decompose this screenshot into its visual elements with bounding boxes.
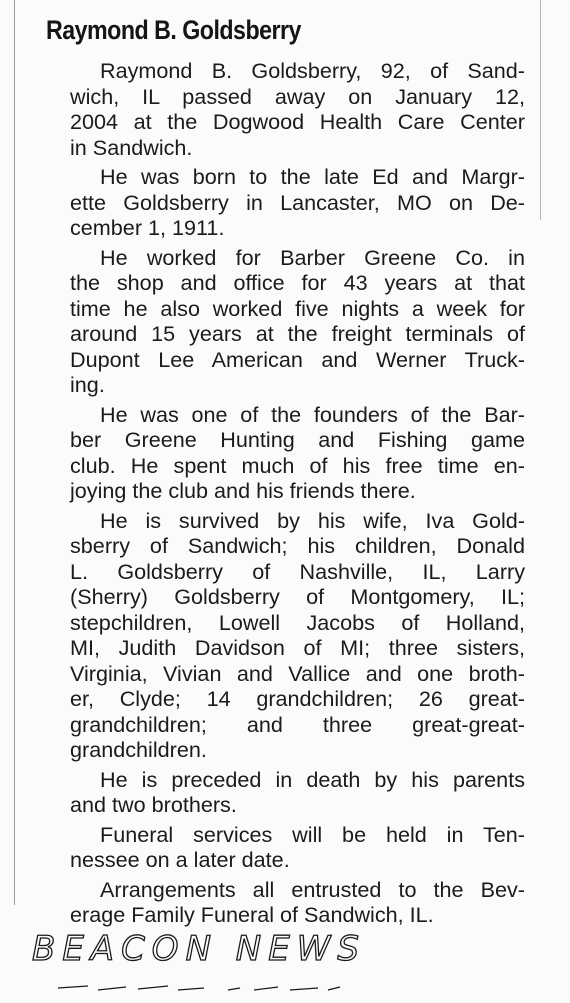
obituary-line: He worked for Barber Greene Co. in	[100, 244, 525, 270]
obituary-line: time he also worked five nights a week for	[70, 295, 525, 321]
obituary-line: He was born to the late Ed and Margr-	[100, 164, 525, 189]
obituary-line: MI, Judith Davidson of MI; three sisters,	[70, 635, 525, 660]
obituary-paragraph	[40, 767, 525, 818]
obituary-line: He is survived by his wife, Iva Gold-	[100, 507, 525, 533]
obituary-paragraph	[40, 508, 525, 763]
obituary-line: He was one of the founders of the Bar-	[100, 401, 525, 427]
obituary-headline: Raymond B. Goldsberry	[46, 15, 301, 45]
obituary-line: around 15 years at the freight terminals of	[70, 321, 525, 346]
obituary-line: the shop and office for 43 years at that	[70, 270, 525, 295]
obituary-line: joying the club and his friends there.	[70, 478, 416, 503]
obituary-line: Virginia, Vivian and Vallice and one broth-	[70, 660, 525, 686]
obituary-paragraph	[40, 822, 525, 873]
obituary-line: er, Clyde; 14 grandchildren; 26 great-	[70, 686, 525, 711]
obituary-line: wich, IL passed away on January 12,	[70, 83, 525, 109]
obituary-line: sberry of Sandwich; his children, Donald	[70, 533, 525, 558]
column-rule-right	[540, 0, 541, 220]
obituary-line: club. He spent much of his free time en-	[70, 452, 525, 478]
obituary-line: (Sherry) Goldsberry of Montgomery, IL;	[70, 584, 525, 609]
obituary-paragraph	[40, 245, 525, 398]
obituary-line: Raymond B. Goldsberry, 92, of Sand-	[100, 58, 525, 83]
handwritten-scribble	[58, 986, 340, 990]
obituary-body	[40, 58, 525, 932]
obituary-line: ber Greene Hunting and Fishing game	[70, 427, 525, 452]
handwritten-note-text: BEACON NEWS	[32, 929, 366, 969]
obituary-paragraph	[40, 164, 525, 241]
obituary-paragraph	[40, 402, 525, 504]
obituary-line: 2004 at the Dogwood Health Care Center	[70, 109, 525, 134]
obituary-line: ette Goldsberry in Lancaster, MO on De-	[70, 189, 525, 215]
obituary-line: grandchildren.	[70, 737, 207, 762]
obituary-line: He is preceded in death by his parents	[100, 766, 525, 792]
obituary-paragraph	[40, 58, 525, 160]
obituary-line: cember 1, 1911.	[70, 215, 225, 240]
column-rule-left	[14, 0, 15, 905]
obituary-line: ing.	[70, 372, 105, 397]
obituary-line: Dupont Lee American and Werner Truck-	[70, 346, 525, 372]
obituary-line: Arrangements all entrusted to the Bev-	[100, 876, 525, 902]
obituary-line: and two brothers.	[70, 792, 237, 817]
handwritten-note	[28, 920, 408, 995]
obituary-line: in Sandwich.	[70, 134, 193, 160]
obituary-line: L. Goldsberry of Nashville, IL, Larry	[70, 558, 525, 584]
obituary-line: erage Family Funeral of Sandwich, IL.	[70, 902, 434, 927]
obituary-line: nessee on a later date.	[70, 847, 290, 872]
obituary-line: Funeral services will be held in Ten-	[100, 821, 525, 847]
obituary-line: grandchildren; and three great-great-	[70, 711, 525, 737]
obituary-line: stepchildren, Lowell Jacobs of Holland,	[70, 609, 525, 635]
